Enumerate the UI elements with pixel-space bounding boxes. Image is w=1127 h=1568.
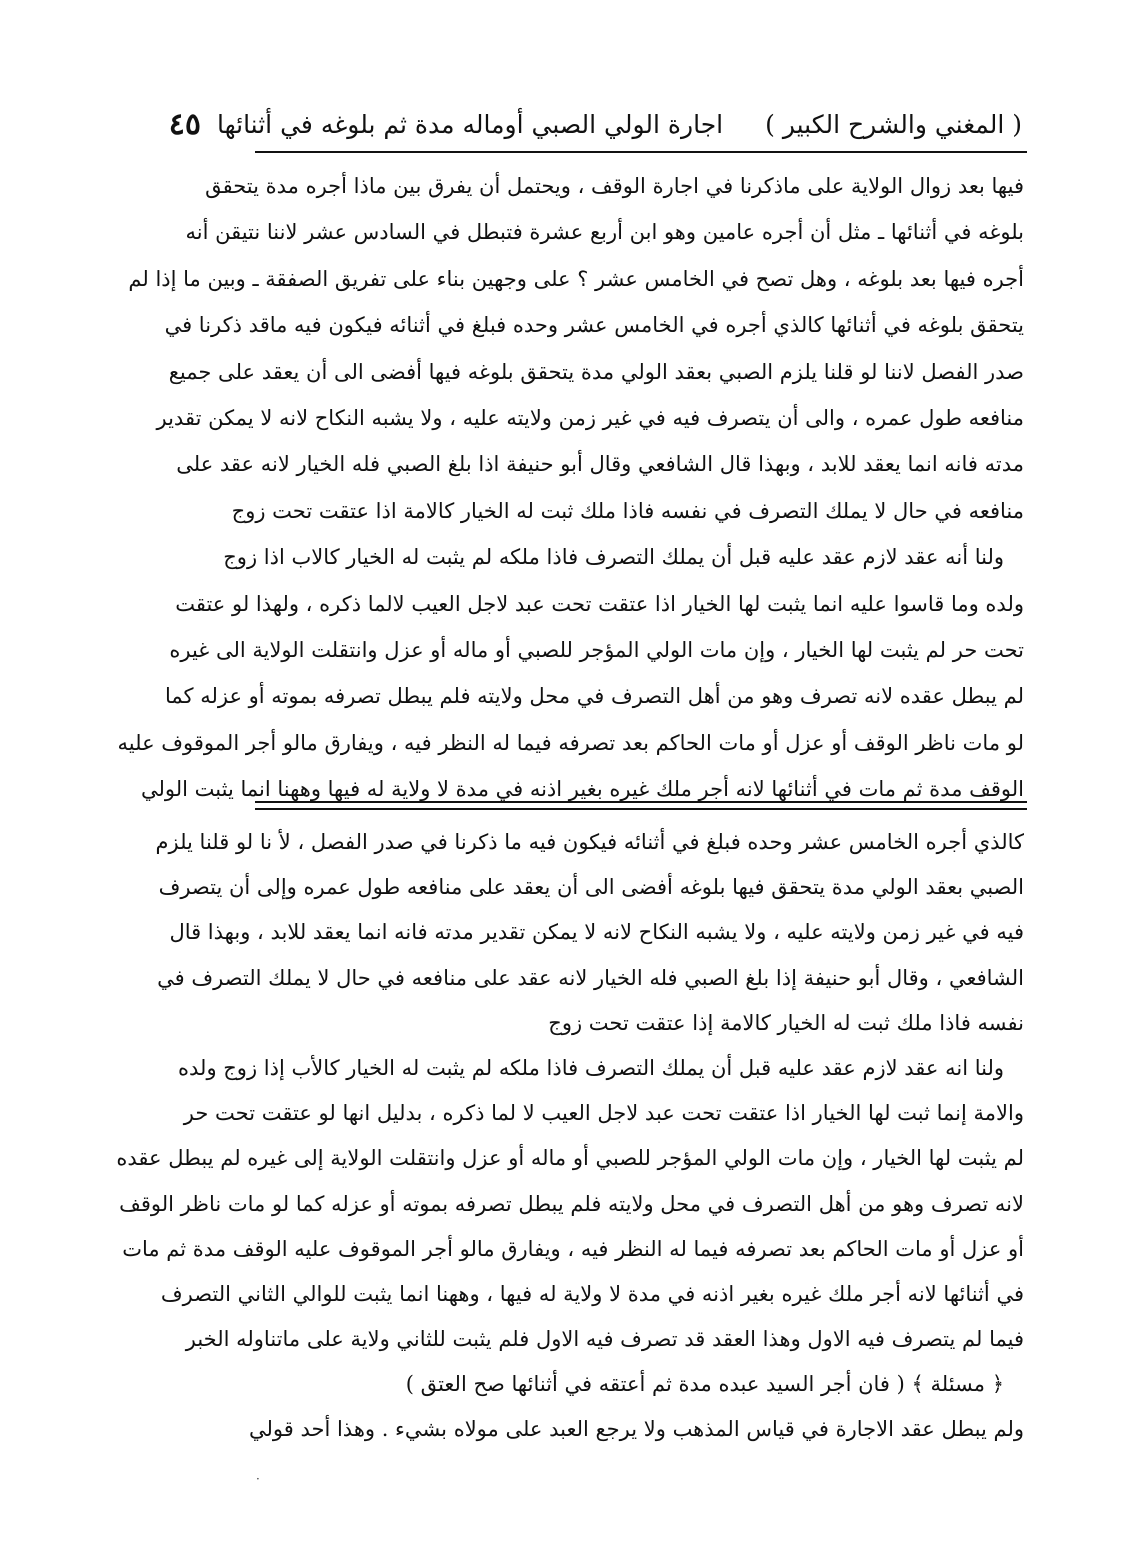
- text-line: ولنا أنه عقد لازم عقد عليه قبل أن يملك التصرف فاذا ملكه لم يثبت له الخيار كالاب اذا زوج: [223, 545, 1004, 570]
- text-line: لانه تصرف وهو من أهل التصرف في محل ولايته فلم يبطل تصرفه بموته أو عزله كما لو مات ناظر الوقف: [119, 1191, 1024, 1216]
- page-number: ٤٥: [168, 106, 201, 142]
- text-line: فيما لم يتصرف فيه الاول وهذا العقد قد تصرف فيه الاول فلم يثبت للثاني ولاية على ماتناوله الخبر: [185, 1327, 1024, 1352]
- text-line: منافعه في حال لا يملك التصرف في نفسه فاذا ملك ثبت له الخيار كالامة اذا عتقت تحت زوج: [231, 498, 1024, 523]
- text-line: الصبي بعقد الولي مدة يتحقق فيها بلوغه أفضى الى أن يعقد على منافعه طول عمره وإلى أن يتصرف: [158, 875, 1024, 900]
- divider-rule: [255, 808, 1027, 810]
- text-line: والامة إنما ثبت لها الخيار اذا عتقت تحت عبد لاجل العيب لا لما ذكره ، بدليل انها لو عتقت تحت حر: [183, 1101, 1024, 1126]
- book-title: ( المغني والشرح الكبير ): [765, 109, 1022, 139]
- header-rule: [255, 151, 1027, 153]
- text-line: مدته فانه انما يعقد للابد ، وبهذا قال الشافعي وقال أبو حنيفة اذا بلغ الصبي فله الخيار لانه عقد على: [176, 452, 1024, 477]
- text-line: تحت حر لم يثبت لها الخيار ، وإن مات الولي المؤجر للصبي أو ماله أو عزل وانتقلت الولاية الى غيره: [169, 637, 1024, 662]
- running-header: [168, 98, 1022, 150]
- text-line: ولنا انه عقد لازم عقد عليه قبل أن يملك التصرف فاذا ملكه لم يثبت له الخيار كالأب إذا زوج ولده: [178, 1055, 1004, 1080]
- issue-heading: ﴿ مسئلة ﴾ ( فان أجر السيد عبده مدة ثم أعتقه في أثنائها صح العتق ): [405, 1372, 1004, 1397]
- text-line: ولده وما قاسوا عليه انما يثبت لها الخيار اذا عتقت تحت عبد لاجل العيب لالما ذكره ، ولهذا لو عتقت: [175, 591, 1024, 616]
- text-line: لم يثبت لها الخيار ، وإن مات الولي المؤجر للصبي أو ماله أو عزل وانتقلت الولاية إلى غيره لم يبطل عقده: [116, 1146, 1024, 1171]
- text-line: أجره فيها بعد بلوغه ، وهل تصح في الخامس عشر ؟ على وجهين بناء على تفريق الصفقة ـ وبين ما إذا لم: [128, 266, 1024, 291]
- text-line: لم يبطل عقده لانه تصرف وهو من أهل التصرف في محل ولايته فلم يبطل تصرفه بموته أو عزله كما: [164, 684, 1024, 709]
- lower-text-block: [116, 820, 1024, 1453]
- text-line: الشافعي ، وقال أبو حنيفة إذا بلغ الصبي فله الخيار لانه عقد على منافعه في حال لا يملك التصرف في: [157, 965, 1024, 990]
- text-line: في أثنائها لانه أجر ملك غيره بغير اذنه في مدة لا ولاية له فيها ، وههنا انما يثبت للوالي الثاني التصرف: [160, 1281, 1024, 1306]
- text-line: يتحقق بلوغه في أثنائها كالذي أجره في الخامس عشر وحده فبلغ في أثنائه فيكون فيه ماقد ذكرنا في: [164, 313, 1024, 338]
- upper-text-block: [117, 163, 1024, 812]
- text-line: فيها بعد زوال الولاية على ماذكرنا في اجارة الوقف ، ويحتمل أن يفرق بين ماذا أجره مدة يتحقق: [205, 174, 1024, 198]
- text-line: منافعه طول عمره ، والى أن يتصرف فيه في غير زمن ولايته عليه ، ولا يشبه النكاح لانه لا يمكن تقدير: [156, 405, 1024, 430]
- text-line: فيه في غير زمن ولايته عليه ، ولا يشبه النكاح لانه لا يمكن تقدير مدته فانه انما يعقد للابد ، وبهذا قال: [169, 920, 1024, 945]
- text-line: كالذي أجره الخامس عشر وحده فبلغ في أثنائه فيكون فيه ما ذكرنا في صدر الفصل ، لأ نا لو قلنا يلزم: [155, 830, 1024, 854]
- divider-rule: [255, 801, 1027, 803]
- text-line: الوقف مدة ثم مات في أثنائها لانه أجر ملك غيره بغير اذنه في مدة لا ولاية له فيها وههنا انما يثبت الولي: [140, 777, 1024, 802]
- text-line: نفسه فاذا ملك ثبت له الخيار كالامة إذا عتقت تحت زوج: [548, 1010, 1024, 1035]
- text-line: صدر الفصل لاننا لو قلنا يلزم الصبي بعقد الولي مدة يتحقق بلوغه فيها أفضى الى أن يعقد على جميع: [168, 359, 1024, 384]
- text-line: لو مات ناظر الوقف أو عزل أو مات الحاكم بعد تصرفه فيما له النظر فيه ، ويفارق مالو أجر الموقوف عليه: [117, 730, 1024, 755]
- text-line: بلوغه في أثنائها ـ مثل أن أجره عامين وهو ابن أربع عشرة فتبطل في السادس عشر لاننا نتيقن أنه: [185, 220, 1024, 245]
- text-line: ولم يبطل عقد الاجارة في قياس المذهب ولا يرجع العبد على مولاه بشيء . وهذا أحد قولي: [248, 1417, 1024, 1442]
- text-line: أو عزل أو مات الحاكم بعد تصرفه فيما له النظر فيه ، ويفارق مالو أجر الموقوف عليه الوقف مدة ثم مات: [122, 1236, 1024, 1261]
- scan-speck: ·: [256, 1472, 260, 1486]
- section-title: اجارة الولي الصبي أوماله مدة ثم بلوغه في أثنائها: [216, 109, 724, 139]
